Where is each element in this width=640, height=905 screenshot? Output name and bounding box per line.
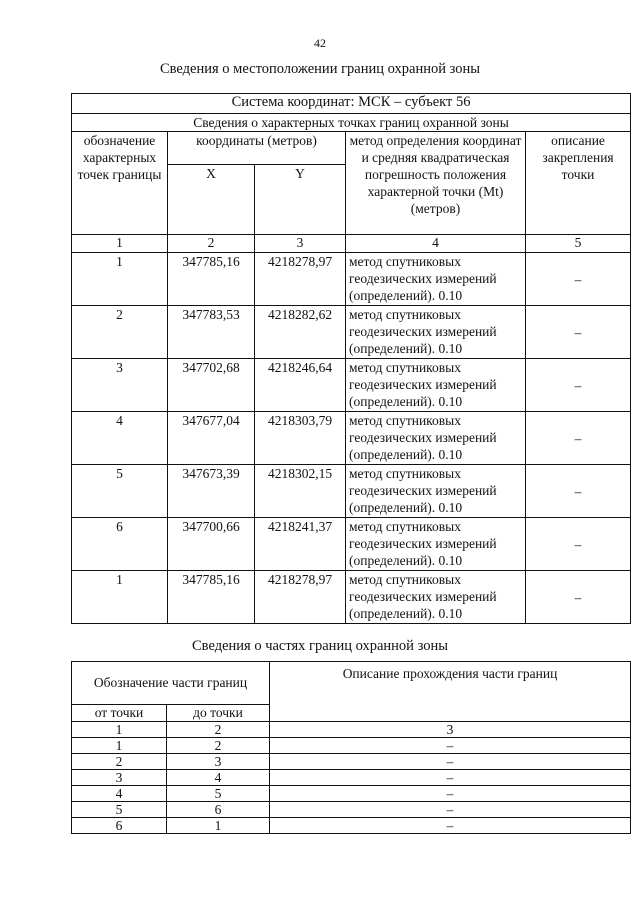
route-cell: – (270, 770, 631, 786)
boundary-points-table (71, 93, 631, 624)
col-number-cell: 1 (72, 235, 168, 253)
table-row (72, 465, 631, 518)
desc-cell: – (526, 306, 631, 359)
col-number-cell: 3 (270, 722, 631, 738)
table-row (72, 412, 631, 465)
col-coords-header: координаты (метров) (168, 132, 346, 165)
table-row (72, 518, 631, 571)
y-cell: 4218278,97 (255, 571, 346, 624)
route-cell: – (270, 754, 631, 770)
from-cell: 3 (72, 770, 167, 786)
table-row (72, 802, 631, 818)
method-cell: метод спутниковых геодезических измерений (определений). 0.10 (346, 465, 526, 518)
point-cell: 1 (72, 571, 168, 624)
col-point-header: обозначение характерных точек границы (72, 132, 168, 235)
col-x-header: X (168, 165, 255, 235)
to-cell: 3 (167, 754, 270, 770)
point-cell: 5 (72, 465, 168, 518)
y-cell: 4218246,64 (255, 359, 346, 412)
from-cell: 1 (72, 738, 167, 754)
col-number-cell: 2 (167, 722, 270, 738)
section-title: Сведения о местоположении границ охранной зоны (159, 61, 480, 77)
method-cell: метод спутниковых геодезических измерений (определений). 0.10 (346, 306, 526, 359)
route-cell: – (270, 738, 631, 754)
col-number-cell: 1 (72, 722, 167, 738)
table-row (72, 306, 631, 359)
table-subtitle: Сведения о характерных точках границ охранной зоны (72, 114, 631, 132)
col-from-header: от точки (72, 705, 167, 722)
desc-cell: – (526, 412, 631, 465)
from-cell: 6 (72, 818, 167, 834)
x-cell: 347677,04 (168, 412, 255, 465)
route-cell: – (270, 786, 631, 802)
table-row (72, 770, 631, 786)
method-cell: метод спутниковых геодезических измерений (определений). 0.10 (346, 253, 526, 306)
col-number-cell: 5 (526, 235, 631, 253)
method-cell: метод спутниковых геодезических измерений (определений). 0.10 (346, 571, 526, 624)
desc-cell: – (526, 465, 631, 518)
from-cell: 2 (72, 754, 167, 770)
point-cell: 3 (72, 359, 168, 412)
point-cell: 6 (72, 518, 168, 571)
table-row (72, 253, 631, 306)
route-cell: – (270, 818, 631, 834)
point-cell: 1 (72, 253, 168, 306)
desc-cell: – (526, 359, 631, 412)
method-cell: метод спутниковых геодезических измерений (определений). 0.10 (346, 412, 526, 465)
col-to-header: до точки (167, 705, 270, 722)
page-number: 42 (314, 36, 326, 50)
to-cell: 1 (167, 818, 270, 834)
col-number-cell: 4 (346, 235, 526, 253)
col-y-header: Y (255, 165, 346, 235)
desc-cell: – (526, 518, 631, 571)
point-cell: 4 (72, 412, 168, 465)
y-cell: 4218241,37 (255, 518, 346, 571)
desc-cell: – (526, 253, 631, 306)
col-number-cell: 2 (168, 235, 255, 253)
point-cell: 2 (72, 306, 168, 359)
x-cell: 347785,16 (168, 253, 255, 306)
y-cell: 4218282,62 (255, 306, 346, 359)
method-cell: метод спутниковых геодезических измерений (определений). 0.10 (346, 359, 526, 412)
col-desc-header: описание закрепления точки (526, 132, 631, 235)
table-row (72, 786, 631, 802)
x-cell: 347700,66 (168, 518, 255, 571)
desc-cell: – (526, 571, 631, 624)
col-method-header: метод определения координат и средняя квадратическая погрешность положения характерной точки (Mt) (метров) (346, 132, 526, 235)
to-cell: 5 (167, 786, 270, 802)
y-cell: 4218278,97 (255, 253, 346, 306)
table-row (72, 818, 631, 834)
col-number-cell: 3 (255, 235, 346, 253)
x-cell: 347783,53 (168, 306, 255, 359)
coord-system-cell: Система координат: МСК – субъект 56 (72, 94, 631, 114)
y-cell: 4218302,15 (255, 465, 346, 518)
y-cell: 4218303,79 (255, 412, 346, 465)
x-cell: 347673,39 (168, 465, 255, 518)
table-row (72, 571, 631, 624)
table-row (72, 738, 631, 754)
to-cell: 2 (167, 738, 270, 754)
route-cell: – (270, 802, 631, 818)
from-cell: 4 (72, 786, 167, 802)
table-row (72, 359, 631, 412)
boundary-parts-table (71, 661, 631, 834)
col-route-header: Описание прохождения части границ (270, 662, 631, 722)
to-cell: 4 (167, 770, 270, 786)
from-cell: 5 (72, 802, 167, 818)
x-cell: 347702,68 (168, 359, 255, 412)
parts-title: Сведения о частях границ охранной зоны (192, 638, 448, 654)
table-row (72, 754, 631, 770)
col-group-header: Обозначение части границ (72, 662, 270, 705)
x-cell: 347785,16 (168, 571, 255, 624)
to-cell: 6 (167, 802, 270, 818)
method-cell: метод спутниковых геодезических измерений (определений). 0.10 (346, 518, 526, 571)
